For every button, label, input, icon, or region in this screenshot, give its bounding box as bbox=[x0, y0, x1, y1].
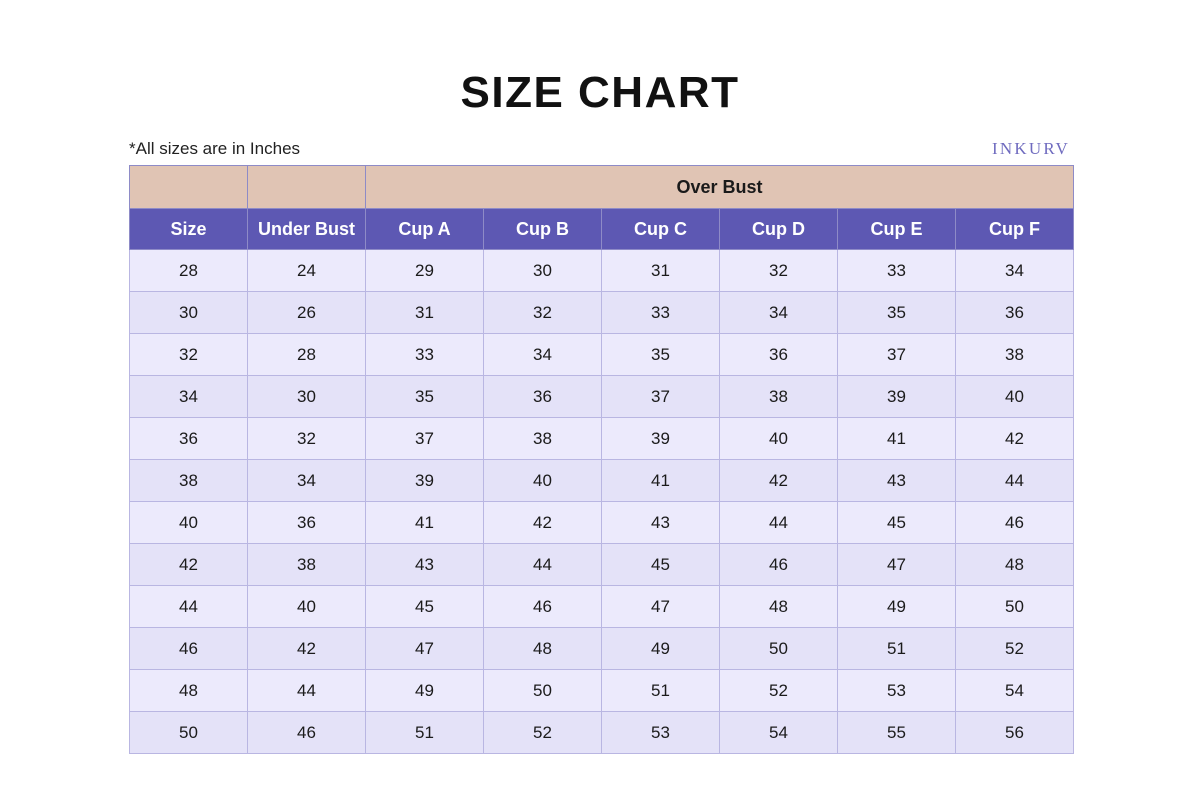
cell-under-bust: 28 bbox=[248, 334, 366, 376]
table-row bbox=[130, 628, 1074, 670]
cell-under-bust: 42 bbox=[248, 628, 366, 670]
table-row bbox=[130, 376, 1074, 418]
cell-size: 42 bbox=[130, 544, 248, 586]
column-header-cup-f: Cup F bbox=[956, 209, 1074, 250]
cell-cup-f: 40 bbox=[956, 376, 1074, 418]
brand-logo: INKURV bbox=[992, 139, 1070, 158]
cell-cup-e: 33 bbox=[838, 250, 956, 292]
cell-cup-a: 41 bbox=[366, 502, 484, 544]
cell-cup-b: 44 bbox=[484, 544, 602, 586]
table-row bbox=[130, 544, 1074, 586]
cell-size: 30 bbox=[130, 292, 248, 334]
cell-cup-f: 56 bbox=[956, 712, 1074, 754]
cell-under-bust: 38 bbox=[248, 544, 366, 586]
cell-cup-a: 51 bbox=[366, 712, 484, 754]
cell-cup-a: 43 bbox=[366, 544, 484, 586]
cell-size: 34 bbox=[130, 376, 248, 418]
cell-cup-b: 36 bbox=[484, 376, 602, 418]
cell-cup-e: 39 bbox=[838, 376, 956, 418]
cell-cup-e: 47 bbox=[838, 544, 956, 586]
cell-cup-d: 54 bbox=[720, 712, 838, 754]
cell-cup-e: 37 bbox=[838, 334, 956, 376]
cell-cup-a: 29 bbox=[366, 250, 484, 292]
cell-cup-f: 36 bbox=[956, 292, 1074, 334]
cell-cup-d: 38 bbox=[720, 376, 838, 418]
group-header-blank-size bbox=[130, 166, 248, 209]
subheader-row bbox=[0, 118, 1200, 157]
cell-size: 50 bbox=[130, 712, 248, 754]
column-header-cup-a: Cup A bbox=[366, 209, 484, 250]
cell-cup-b: 50 bbox=[484, 670, 602, 712]
cell-cup-c: 53 bbox=[602, 712, 720, 754]
cell-cup-e: 51 bbox=[838, 628, 956, 670]
cell-cup-c: 43 bbox=[602, 502, 720, 544]
group-header-blank-under-bust bbox=[248, 166, 366, 209]
cell-under-bust: 24 bbox=[248, 250, 366, 292]
cell-cup-c: 49 bbox=[602, 628, 720, 670]
cell-under-bust: 36 bbox=[248, 502, 366, 544]
cell-cup-f: 48 bbox=[956, 544, 1074, 586]
column-header-cup-e: Cup E bbox=[838, 209, 956, 250]
cell-size: 38 bbox=[130, 460, 248, 502]
cell-under-bust: 46 bbox=[248, 712, 366, 754]
cell-cup-e: 49 bbox=[838, 586, 956, 628]
cell-cup-e: 45 bbox=[838, 502, 956, 544]
cell-under-bust: 34 bbox=[248, 460, 366, 502]
column-header-under-bust: Under Bust bbox=[248, 209, 366, 250]
table-body bbox=[130, 250, 1074, 754]
cell-cup-d: 34 bbox=[720, 292, 838, 334]
group-header-over-bust: Over Bust bbox=[366, 166, 1074, 209]
table-row bbox=[130, 460, 1074, 502]
cell-cup-d: 48 bbox=[720, 586, 838, 628]
cell-cup-b: 34 bbox=[484, 334, 602, 376]
cell-cup-f: 54 bbox=[956, 670, 1074, 712]
cell-under-bust: 32 bbox=[248, 418, 366, 460]
cell-cup-a: 35 bbox=[366, 376, 484, 418]
cell-cup-f: 52 bbox=[956, 628, 1074, 670]
cell-cup-c: 51 bbox=[602, 670, 720, 712]
cell-size: 46 bbox=[130, 628, 248, 670]
cell-cup-b: 52 bbox=[484, 712, 602, 754]
cell-cup-c: 39 bbox=[602, 418, 720, 460]
cell-under-bust: 44 bbox=[248, 670, 366, 712]
table-row bbox=[130, 292, 1074, 334]
cell-cup-c: 47 bbox=[602, 586, 720, 628]
cell-cup-e: 41 bbox=[838, 418, 956, 460]
cell-cup-f: 50 bbox=[956, 586, 1074, 628]
cell-cup-d: 42 bbox=[720, 460, 838, 502]
cell-under-bust: 40 bbox=[248, 586, 366, 628]
cell-cup-d: 46 bbox=[720, 544, 838, 586]
cell-cup-a: 39 bbox=[366, 460, 484, 502]
cell-cup-b: 38 bbox=[484, 418, 602, 460]
cell-size: 40 bbox=[130, 502, 248, 544]
cell-size: 32 bbox=[130, 334, 248, 376]
cell-cup-b: 32 bbox=[484, 292, 602, 334]
cell-cup-a: 37 bbox=[366, 418, 484, 460]
page-title: SIZE CHART bbox=[460, 68, 740, 117]
cell-cup-f: 38 bbox=[956, 334, 1074, 376]
cell-cup-f: 34 bbox=[956, 250, 1074, 292]
cell-cup-d: 44 bbox=[720, 502, 838, 544]
cell-size: 44 bbox=[130, 586, 248, 628]
cell-cup-e: 43 bbox=[838, 460, 956, 502]
cell-cup-f: 44 bbox=[956, 460, 1074, 502]
cell-cup-a: 45 bbox=[366, 586, 484, 628]
cell-under-bust: 30 bbox=[248, 376, 366, 418]
column-header-cup-b: Cup B bbox=[484, 209, 602, 250]
cell-cup-f: 46 bbox=[956, 502, 1074, 544]
table-row bbox=[130, 712, 1074, 754]
cell-cup-b: 40 bbox=[484, 460, 602, 502]
cell-cup-e: 55 bbox=[838, 712, 956, 754]
cell-cup-c: 33 bbox=[602, 292, 720, 334]
table-row bbox=[130, 502, 1074, 544]
table-row bbox=[130, 418, 1074, 460]
cell-cup-d: 52 bbox=[720, 670, 838, 712]
cell-size: 48 bbox=[130, 670, 248, 712]
cell-cup-b: 30 bbox=[484, 250, 602, 292]
cell-cup-b: 46 bbox=[484, 586, 602, 628]
column-header-cup-d: Cup D bbox=[720, 209, 838, 250]
table-row bbox=[130, 334, 1074, 376]
table-row bbox=[130, 250, 1074, 292]
cell-cup-d: 36 bbox=[720, 334, 838, 376]
cell-cup-d: 50 bbox=[720, 628, 838, 670]
cell-cup-c: 45 bbox=[602, 544, 720, 586]
table-row bbox=[130, 586, 1074, 628]
cell-cup-c: 37 bbox=[602, 376, 720, 418]
cell-cup-e: 35 bbox=[838, 292, 956, 334]
column-header-cup-c: Cup C bbox=[602, 209, 720, 250]
cell-cup-a: 47 bbox=[366, 628, 484, 670]
cell-cup-d: 40 bbox=[720, 418, 838, 460]
cell-cup-e: 53 bbox=[838, 670, 956, 712]
column-header-size: Size bbox=[130, 209, 248, 250]
size-chart-table bbox=[129, 165, 1074, 754]
cell-cup-b: 48 bbox=[484, 628, 602, 670]
cell-cup-c: 35 bbox=[602, 334, 720, 376]
size-chart-table-wrapper bbox=[129, 165, 1071, 754]
cell-cup-f: 42 bbox=[956, 418, 1074, 460]
group-header-row bbox=[130, 166, 1074, 209]
cell-cup-b: 42 bbox=[484, 502, 602, 544]
column-header-row bbox=[130, 209, 1074, 250]
cell-cup-a: 33 bbox=[366, 334, 484, 376]
cell-size: 36 bbox=[130, 418, 248, 460]
cell-cup-c: 41 bbox=[602, 460, 720, 502]
cell-cup-a: 49 bbox=[366, 670, 484, 712]
table-row bbox=[130, 670, 1074, 712]
table-head bbox=[130, 166, 1074, 250]
cell-size: 28 bbox=[130, 250, 248, 292]
cell-cup-c: 31 bbox=[602, 250, 720, 292]
units-note: *All sizes are in Inches bbox=[129, 139, 301, 158]
cell-cup-d: 32 bbox=[720, 250, 838, 292]
cell-under-bust: 26 bbox=[248, 292, 366, 334]
cell-cup-a: 31 bbox=[366, 292, 484, 334]
